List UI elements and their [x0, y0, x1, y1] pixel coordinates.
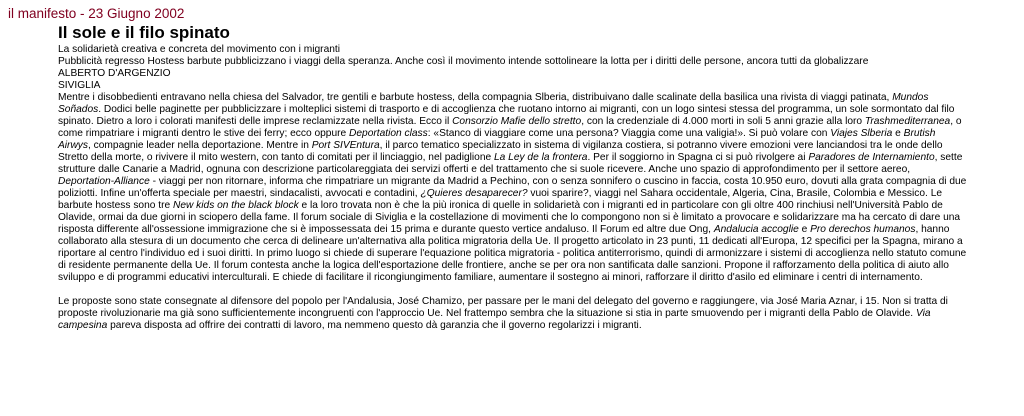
article-paragraph-1: [58, 92, 968, 284]
text-run: Mentre i disobbedienti entravano nella chiesa del Salvador, tre gentili e barbute hostess, della compagnia Slberia, distribuivano dalle scalinate della basilica una rivista di viaggi patinata,: [58, 92, 893, 103]
italic-run: Via campesina: [58, 308, 931, 331]
text-run: , o come rimpatriare i migranti dentro le stive dei ferry; ecco oppure: [58, 116, 962, 139]
text-run: vuoi sparire?, viaggi nel Sahara occidentale, Algeria, Cina, Brasile, Colombia e Messico. Le barbute hostess sono tre: [58, 188, 943, 211]
text-run: e la loro trovata non è che la più ironica di quelle in solidarietà con i migranti ed in particolare con gli oltre 400 rinchiusi nell'Università Pablo de Olavide, ormai da due giorni in sciopero della fame. Il forum sociale di Siviglia e la costellazione di movimenti che lo compongono non si è limitato a provocare e solidarizzare ma ha cercato di dare una risposta differente all'ossessione immigrazione che si è impossessata dei 15 prima e durante questo vertice andaluso. Il Forum ed altre due Ong,: [58, 200, 961, 235]
text-run: , compagnie leader nella deportazione. Mentre in: [88, 140, 312, 151]
text-run: , sette strutture dalle Canarie a Madrid, ognuna con descrizione particolareggiata dei servizi offerti e del trattamento che si suole ricevere. Anche uno spazio di approfondimento per il settore aereo,: [58, 152, 963, 175]
italic-run: Deportation class: [349, 128, 428, 139]
text-run: pareva disposta ad offrire dei contratti di lavoro, ma nemmeno questo dà garanzia che il governo regolarizzi i migranti.: [107, 320, 642, 331]
article: [58, 23, 968, 332]
article-dateline: SIVIGLIA: [58, 80, 101, 91]
text-run: . Dodici belle paginette per pubblicizzare i molteplici sistemi di trasporto e di accoglienza che ruotano intorno ai migranti, con un logo sintesi stessa del programma, un sole sormontato dal filo spinato. Dietro a loro i colorati manifesti delle imprese reclamizzate nella rivista. Ecco il: [58, 104, 955, 127]
italic-run: ¿Quieres desaparecer?: [420, 188, 528, 199]
article-subtitle: La solidarietà creativa e concreta del movimento con i migranti: [58, 44, 340, 55]
text-run: - viaggi per non ritornare, informa che rimpatriare un migrante da Madrid a Pechino, con o senza sonnifero o cuscino in faccia, costa 10.950 euro, dovuti alla grata compagnia di due poliziotti. Infine un'offerta speciale per maestri, sindacalisti, avvocati e contadini,: [58, 176, 967, 199]
article-paragraph-2: [58, 296, 968, 332]
article-title: Il sole e il filo spinato: [58, 23, 230, 42]
text-run: e: [798, 224, 811, 235]
text-run: . Per il soggiorno in Spagna ci si può rivolgere ai: [587, 152, 809, 163]
italic-run: Pro derechos humanos: [810, 224, 916, 235]
text-run: , hanno collaborato alla stesura di un documento che cerca di delineare un'alternativa alla politica migratoria della Ue. Il progetto articolato in 23 punti, 11 dedicati all'Europa, 12 specifici per la Spagna, mirano a riportare al centro l'individuo ed i suoi diritti. In primo luogo si chiede di superare l'equazione politica migratoria - politica antiterrorismo, quindi di armonizzare i sistemi di accoglienza nello statuto comune di residente permanente della Ue. Il forum contesta anche la logica dell'esportazione delle frontiere, anche se per ora non santificata dalle sanzioni. Propone il rafforzamento della politica di aiuto allo sviluppo e di programmi educativi interculturali. E chiede di facilitare il ricongiungimento familiare, aumentare il sostegno ai minori, rafforzare il diritto d'asilo ed eliminare i centri di internamento.: [58, 224, 967, 283]
text-run: , il parco tematico specializzato in sistema di vigilanza costiera, si potranno vivere emozioni vere lanciandosi tra le onde dello Stretto della morte, o rivivere il mito western, con tanto di comitati per il linciaggio, nel padiglione: [58, 140, 943, 163]
italic-run: La Ley de la frontera: [494, 152, 588, 163]
italic-run: Consorzio Mafie dello stretto: [452, 116, 582, 127]
italic-run: Andalucia accoglie: [713, 224, 799, 235]
text-run: e: [892, 128, 904, 139]
text-run: Le proposte sono state consegnate al difensore del popolo per l'Andalusia, José Chamizo, per passare per le mani del delegato del governo e raggiungere, via José Maria Aznar, i 15. Non si tratta di proposte rivoluzionarie ma già sono sufficientemente incongruenti con l'approccio Ue. Nel frattempo sembra che la situazione si stia in parte smuovendo per i migranti della Pablo de Olavide.: [58, 296, 948, 319]
italic-run: Port SIVEntura: [311, 140, 380, 151]
paragraph-gap: [58, 284, 968, 296]
article-summary: Pubblicità regresso Hostess barbute pubblicizzano i viaggi della speranza. Anche così il movimento intende sottolineare la lotta per i diritti delle persone, ancora tutti da globalizzare: [58, 56, 869, 67]
article-author: ALBERTO D'ARGENZIO: [58, 68, 171, 79]
italic-run: Brutish Airwys: [58, 128, 936, 151]
text-run: , con la credenziale di 4.000 morti in soli 5 anni grazie alla loro: [581, 116, 865, 127]
source-line: il manifesto - 23 Giugno 2002: [8, 6, 185, 21]
italic-run: Mundos Soñados: [58, 92, 929, 115]
text-run: : «Stanco di viaggiare come una persona? Viaggia come una valigia!». Si può volare con: [427, 128, 831, 139]
italic-run: Trashmediterranea: [864, 116, 951, 127]
italic-run: Paradores de Internamiento: [808, 152, 935, 163]
italic-run: New kids on the black block: [172, 200, 299, 211]
italic-run: Deportation-Alliance: [58, 176, 150, 187]
italic-run: Viajes Slberia: [830, 128, 893, 139]
